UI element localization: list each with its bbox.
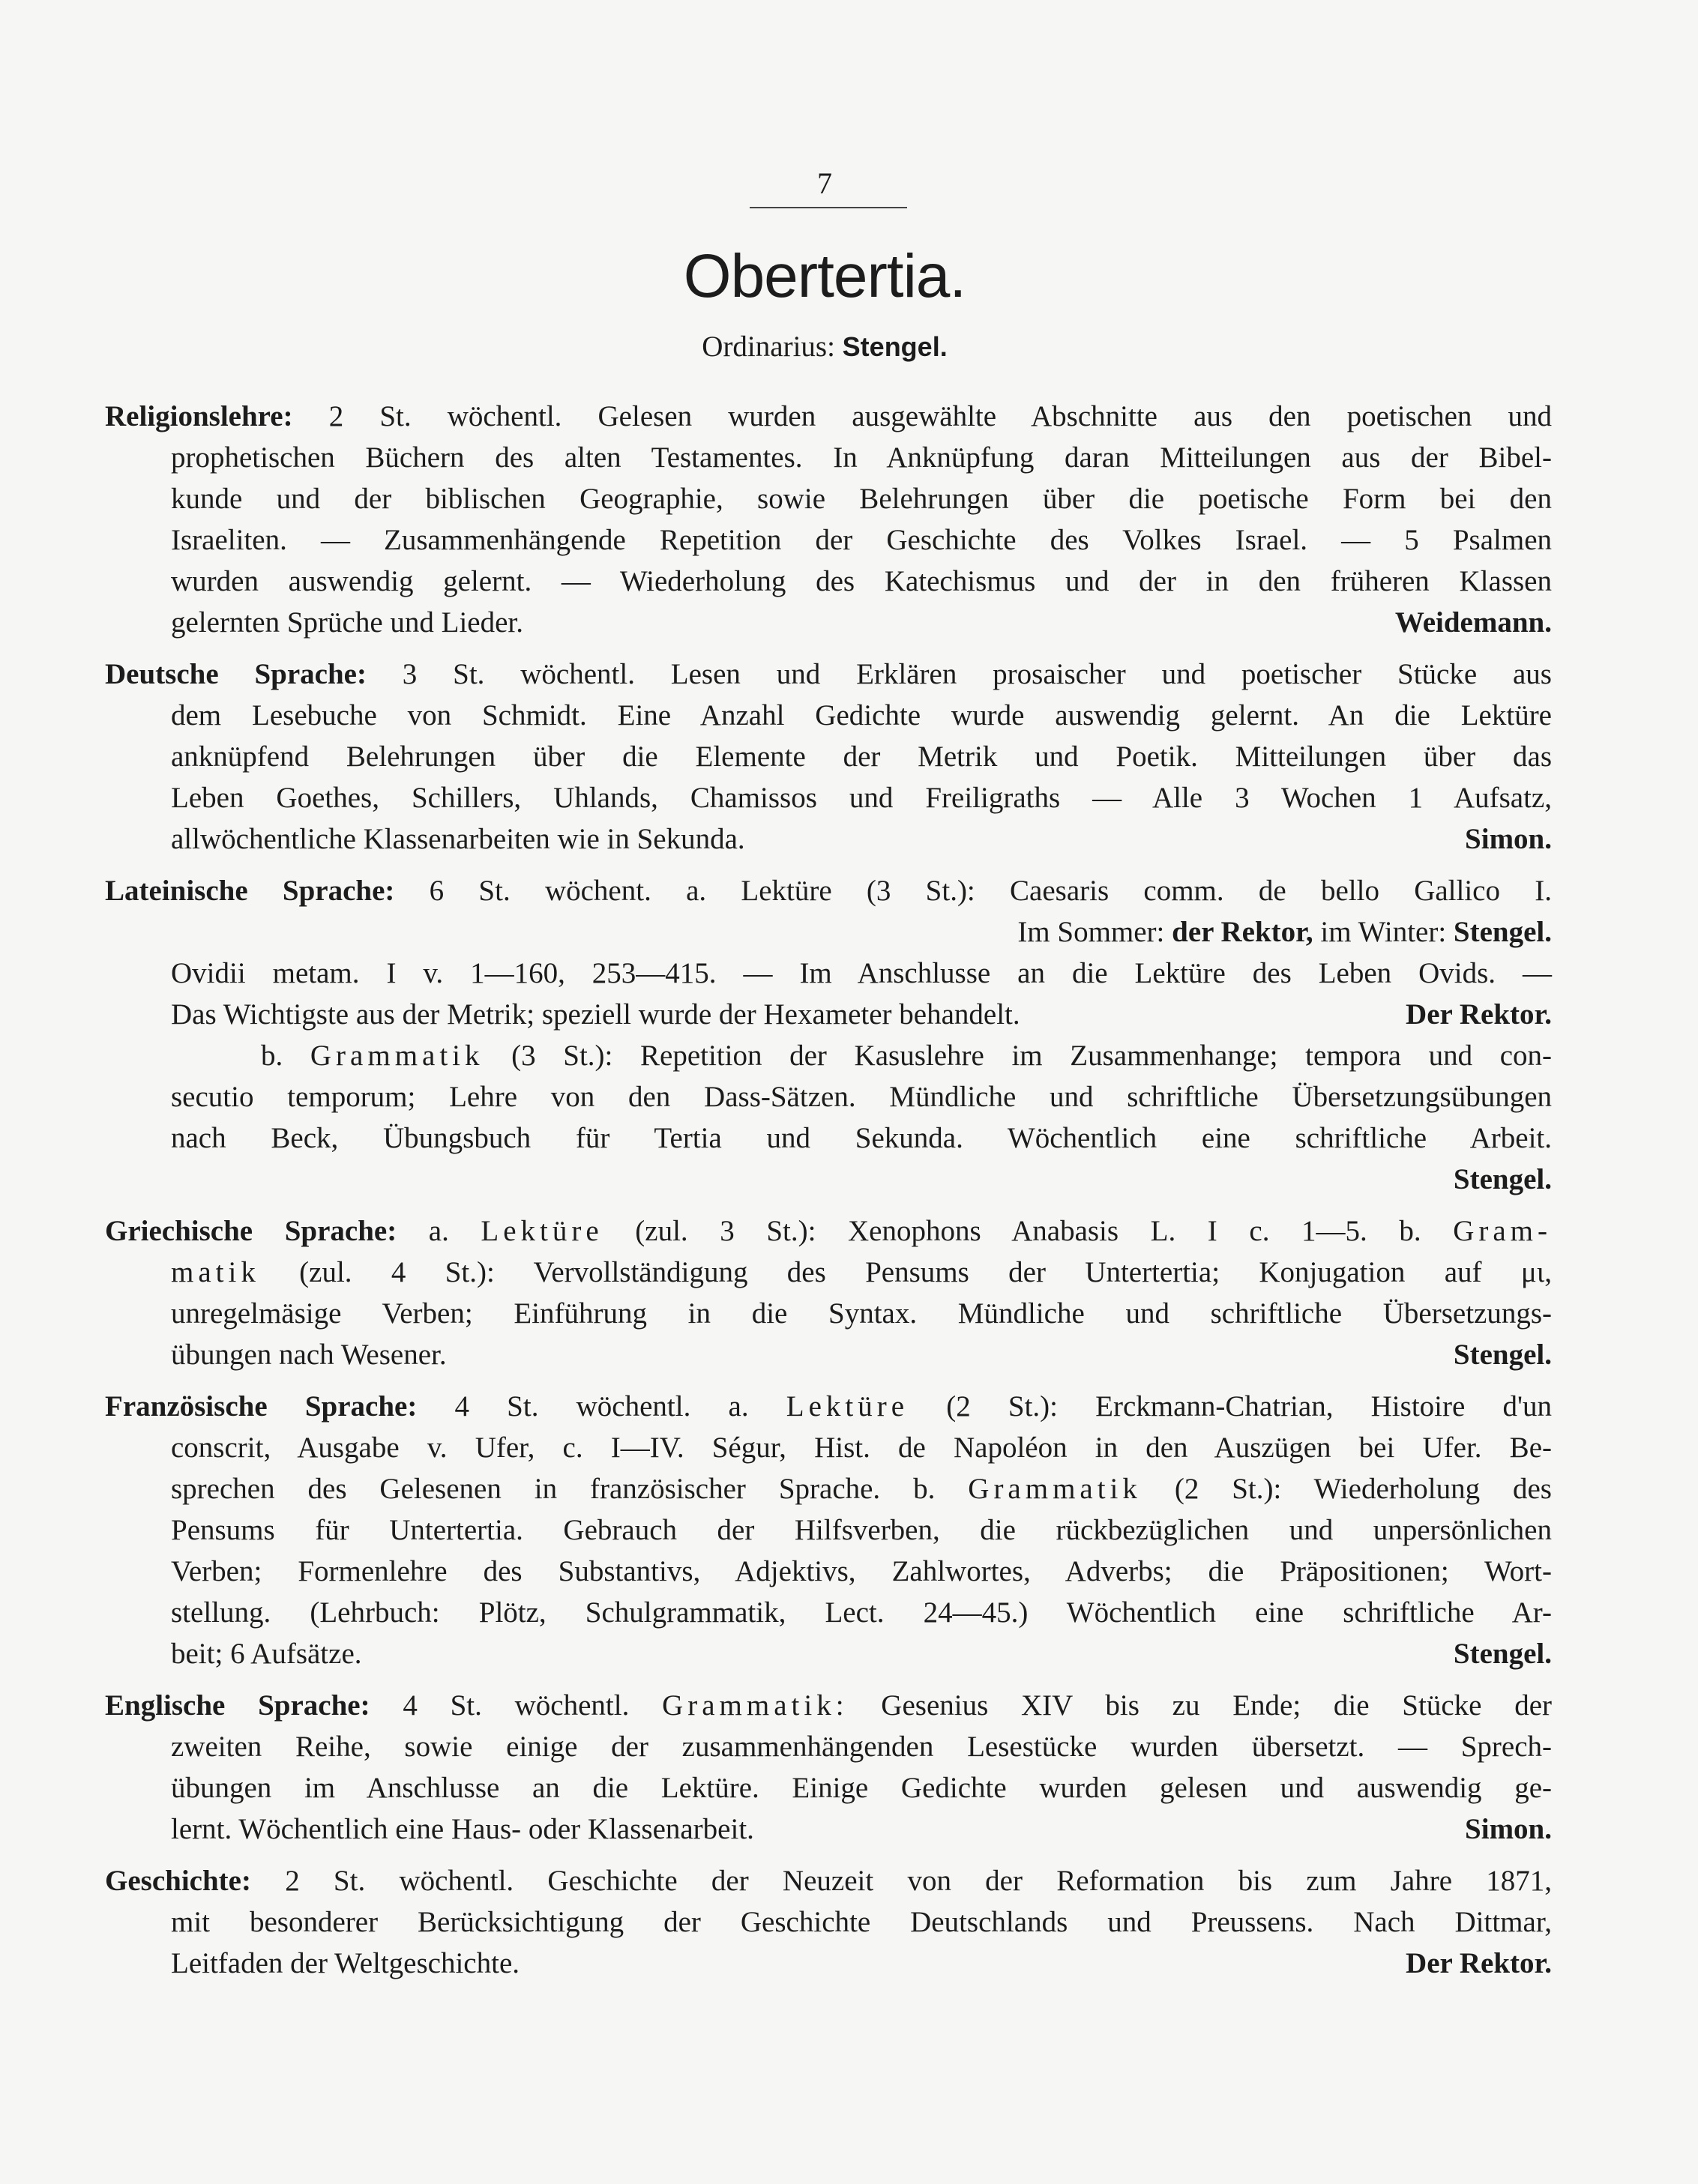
line-text: Gesenius XIV bis zu Ende; die Stücke der — [848, 1689, 1553, 1722]
line-text: übungen nach Wesener. — [171, 1339, 447, 1371]
line-text: nach Beck, Übungsbuch für Tertia und Sekunda. Wöchentlich eine schriftliche Arbeit. — [171, 1122, 1552, 1154]
text-line — [105, 396, 1552, 437]
teacher-signature: Simon. — [1465, 1813, 1552, 1845]
text-line — [105, 818, 1552, 860]
text-line — [105, 1334, 1552, 1375]
text-line — [105, 437, 1552, 478]
line-text: (3 St.): Repetition der Kasuslehre im Zusammenhange; tempora und con- — [484, 1040, 1553, 1072]
text-line — [105, 911, 1552, 953]
line-text: prophetischen Büchern des alten Testamentes. In Anknüpfung daran Mitteilungen aus der Bibel- — [171, 441, 1552, 474]
teacher-signature: Stengel. — [1453, 1163, 1552, 1195]
subject-label: Lateinische Sprache: — [105, 875, 395, 907]
line-text: zweiten Reihe, sowie einige der zusammenhängenden Lesestücke wurden übersetzt. — Sprech- — [171, 1731, 1552, 1763]
line-text: dem Lesebuche von Schmidt. Eine Anzahl Gedichte wurde auswendig gelernt. An die Lektüre — [171, 699, 1552, 731]
text-line — [105, 1943, 1552, 1984]
line-text: allwöchentliche Klassenarbeiten wie in Sekunda. — [171, 823, 745, 855]
spaced-term: Grammatik — [968, 1473, 1142, 1505]
line-text: secutio temporum; Lehre von den Dass-Sätzen. Mündliche und schriftliche Übersetzungsübungen — [171, 1081, 1552, 1113]
spaced-term: Grammatik: — [662, 1689, 849, 1722]
text-line — [105, 1386, 1552, 1427]
text-line — [105, 1468, 1552, 1509]
line-text: Leitfaden der Weltgeschichte. — [171, 1947, 520, 1979]
line-text: kunde und der biblischen Geographie, sowie Belehrungen über die poetische Form bei den — [171, 483, 1552, 515]
line-text: Leben Goethes, Schillers, Uhlands, Chamissos und Freiligraths — Alle 3 Wochen 1 Aufsatz, — [171, 782, 1552, 814]
spaced-term: Grammatik — [310, 1040, 484, 1072]
section-franzoesisch — [105, 1386, 1552, 1674]
line-text: im Winter: — [1313, 916, 1454, 948]
line-text: 2 St. wöchentl. Geschichte der Neuzeit von der Reformation bis zum Jahre 1871, — [250, 1865, 1552, 1897]
line-text: Ovidii metam. I v. 1—160, 253—415. — Im Anschlusse an die Lektüre des Leben Ovids. — — [171, 957, 1552, 989]
text-line — [105, 1685, 1552, 1726]
text-line — [105, 1726, 1552, 1767]
line-text: Pensums für Untertertia. Gebrauch der Hilfsverben, die rückbezüglichen und unpersönlichen — [171, 1514, 1552, 1546]
line-text: lernt. Wöchentlich eine Haus- oder Klassenarbeit. — [171, 1813, 754, 1845]
line-text: stellung. (Lehrbuch: Plötz, Schulgrammatik, Lect. 24—45.) Wöchentlich eine schriftliche Ar- — [171, 1596, 1552, 1629]
line-text: mit besonderer Berücksichtigung der Geschichte Deutschlands und Preussens. Nach Dittmar, — [171, 1906, 1552, 1938]
text-line — [105, 602, 1552, 643]
line-text: Im Sommer: — [1017, 916, 1172, 948]
text-line — [105, 561, 1552, 602]
text-line — [105, 1592, 1552, 1633]
line-text: 3 St. wöchentl. Lesen und Erklären prosaischer und poetischer Stücke aus — [366, 658, 1552, 690]
subject-label: Religionslehre: — [105, 400, 293, 432]
text-line — [105, 1809, 1552, 1850]
text-line — [105, 994, 1552, 1035]
line-prefix: b. — [261, 1040, 310, 1072]
line-text: anknüpfend Belehrungen über die Elemente der Metrik und Poetik. Mitteilungen über das — [171, 740, 1552, 773]
text-line — [105, 736, 1552, 777]
line-text: 4 St. wöchentl. a. — [417, 1390, 786, 1423]
text-line — [105, 519, 1552, 561]
teacher-signature: Simon. — [1465, 823, 1552, 855]
text-line — [105, 1427, 1552, 1468]
text-line — [105, 1159, 1552, 1200]
line-text: Israeliten. — Zusammenhängende Repetition der Geschichte des Volkes Israel. — 5 Psalmen — [171, 524, 1552, 556]
section-englisch — [105, 1685, 1552, 1850]
subject-label: Deutsche Sprache: — [105, 658, 367, 690]
ordinarius-name: Stengel. — [842, 331, 948, 362]
spaced-term: Lektüre — [786, 1390, 909, 1423]
line-text: (zul. 3 St.): Xenophons Anabasis L. I c. 1—5. b. — [603, 1215, 1454, 1247]
text-line — [105, 478, 1552, 519]
text-line — [105, 1551, 1552, 1592]
text-line — [105, 953, 1552, 994]
subject-label: Englische Sprache: — [105, 1689, 370, 1722]
teacher-signature: Der Rektor. — [1406, 1947, 1552, 1979]
text-line — [105, 1860, 1552, 1901]
line-text: (2 St.): Wiederholung des — [1141, 1473, 1552, 1505]
section-geschichte — [105, 1860, 1552, 1984]
text-line — [105, 1633, 1552, 1674]
line-text: (zul. 4 St.): Vervollständigung des Pensums der Untertertia; Konjugation auf μι, — [259, 1256, 1552, 1288]
line-text: beit; 6 Aufsätze. — [171, 1638, 362, 1670]
teacher-signature: Der Rektor. — [1406, 998, 1552, 1031]
spaced-term: Lektüre — [481, 1215, 603, 1247]
subject-label: Französische Sprache: — [105, 1390, 418, 1423]
line-text: 2 St. wöchentl. Gelesen wurden ausgewählte Abschnitte aus den poetischen und — [292, 400, 1552, 432]
teacher-name: der Rektor, — [1172, 916, 1313, 948]
spaced-term: Gram- — [1453, 1215, 1552, 1247]
teacher-signature: Weidemann. — [1394, 606, 1552, 639]
line-text: a. — [397, 1215, 481, 1247]
page-number: 7 — [817, 166, 832, 200]
curriculum-body — [105, 396, 1552, 1994]
text-line — [105, 1210, 1552, 1252]
section-latein — [105, 870, 1552, 1200]
section-religion — [105, 396, 1552, 643]
ordinarius-line — [0, 330, 1649, 364]
page-title: Obertertia. — [683, 242, 966, 310]
text-line — [105, 1767, 1552, 1809]
teacher-signature: Stengel. — [1453, 1638, 1552, 1670]
line-text: gelernten Sprüche und Lieder. — [171, 606, 523, 639]
line-text: (2 St.): Erckmann-Chatrian, Histoire d'un — [909, 1390, 1552, 1423]
line-text: unregelmäsige Verben; Einführung in die Syntax. Mündliche und schriftliche Übersetzungs- — [171, 1297, 1552, 1330]
text-line — [105, 1035, 1552, 1076]
text-line — [105, 777, 1552, 818]
line-text: Verben; Formenlehre des Substantivs, Adjektivs, Zahlwortes, Adverbs; die Präpositionen; Wort- — [171, 1555, 1552, 1587]
spaced-term: matik — [171, 1256, 260, 1288]
text-line — [105, 1117, 1552, 1159]
teacher-name: Stengel. — [1453, 916, 1552, 948]
text-line — [105, 654, 1552, 695]
line-text: wurden auswendig gelernt. — Wiederholung des Katechismus und der in den früheren Klassen — [171, 565, 1552, 597]
line-text: 6 St. wöchent. a. Lektüre (3 St.): Caesaris comm. de bello Gallico I. — [394, 875, 1552, 907]
section-deutsch — [105, 654, 1552, 860]
header-rule — [750, 207, 907, 208]
line-text: 4 St. wöchentl. — [370, 1689, 663, 1722]
line-text: sprechen des Gelesenen in französischer Sprache. b. — [171, 1473, 969, 1505]
text-line — [105, 870, 1552, 911]
line-text: übungen im Anschlusse an die Lektüre. Einige Gedichte wurden gelesen und auswendig ge- — [171, 1772, 1552, 1804]
text-line — [105, 1901, 1552, 1943]
line-text: conscrit, Ausgabe v. Ufer, c. I—IV. Ségur, Hist. de Napoléon in den Auszügen bei Ufer. Be- — [171, 1432, 1552, 1464]
text-line — [105, 1252, 1552, 1293]
section-griechisch — [105, 1210, 1552, 1375]
line-text: Das Wichtigste aus der Metrik; speziell wurde der Hexameter behandelt. — [171, 998, 1020, 1031]
text-line — [105, 1509, 1552, 1551]
ordinarius-label: Ordinarius: — [702, 331, 835, 363]
text-line — [105, 1076, 1552, 1117]
text-line — [105, 695, 1552, 736]
teacher-signature: Stengel. — [1453, 1339, 1552, 1371]
text-line — [105, 1293, 1552, 1334]
subject-label: Griechische Sprache: — [105, 1215, 397, 1247]
subject-label: Geschichte: — [105, 1865, 251, 1897]
